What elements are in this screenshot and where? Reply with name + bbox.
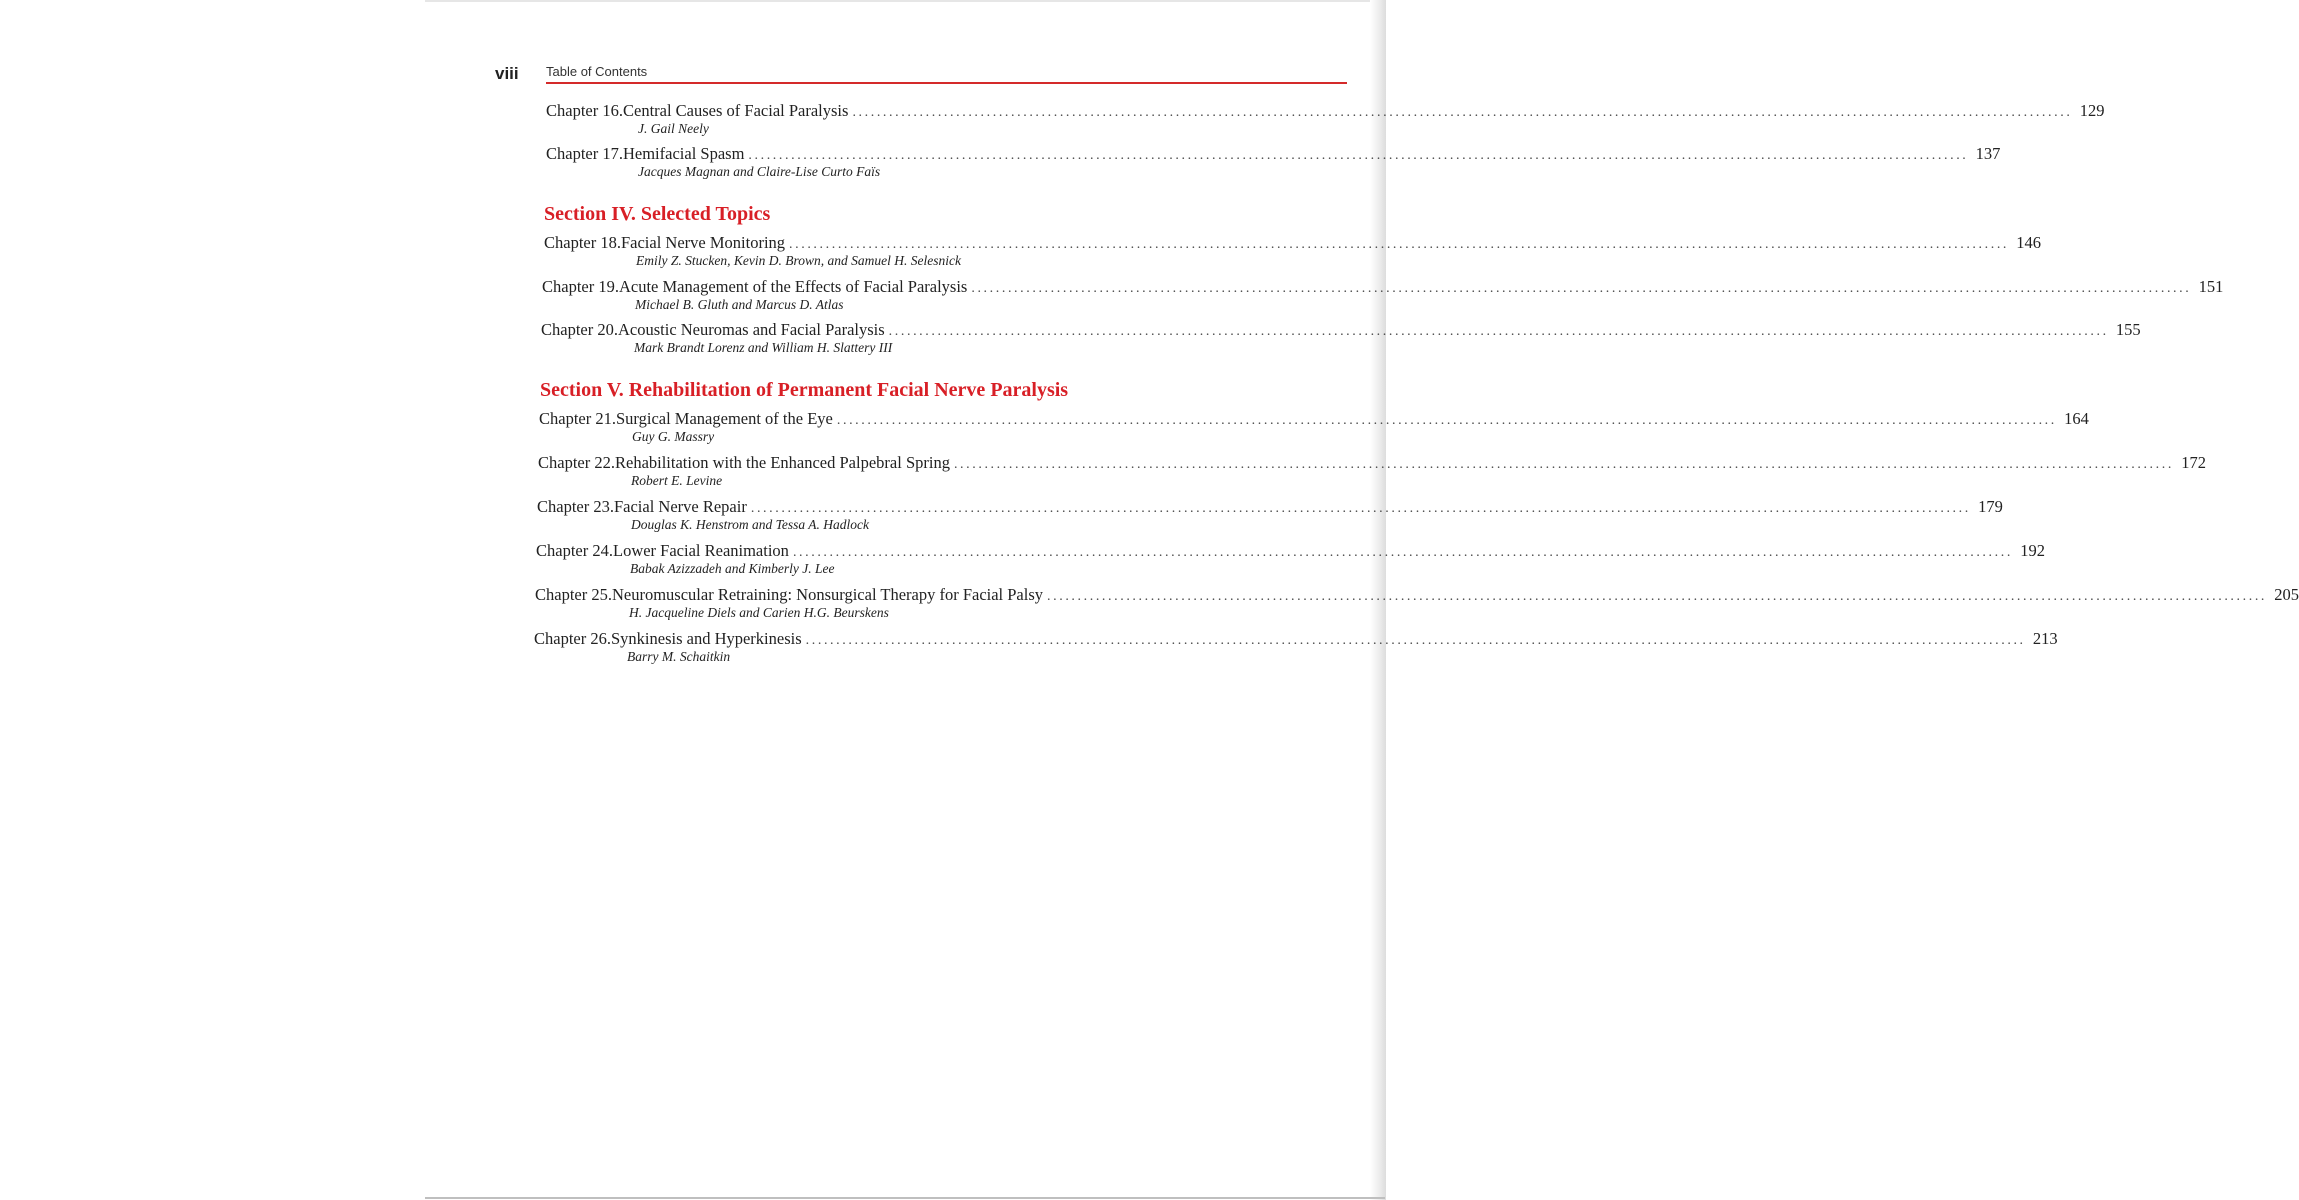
toc-entry[interactable] <box>534 629 2058 669</box>
dot-leader: ........................................................................................................................................................................................................ <box>836 413 2057 428</box>
toc-entry[interactable] <box>546 144 2001 184</box>
dot-leader: ........................................................................................................................................................................................................ <box>805 633 2026 648</box>
chapter-number: Chapter 18. <box>544 233 621 252</box>
chapter-authors: Douglas K. Henstrom and Tessa A. Hadlock <box>631 517 870 532</box>
dot-leader: ........................................................................................................................................................................................................ <box>971 281 2192 296</box>
toc-entry[interactable] <box>542 277 2224 317</box>
chapter-title: Neuromuscular Retraining: Nonsurgical Therapy for Facial Palsy <box>611 585 1044 604</box>
dot-leader: ........................................................................................................................................................................................................ <box>1047 589 2268 604</box>
toc-entry[interactable] <box>537 497 2003 537</box>
toc-entry[interactable] <box>544 233 2042 273</box>
chapter-title: Facial Nerve Monitoring <box>620 233 786 252</box>
chapter-number: Chapter 22. <box>538 453 615 472</box>
toc-entry[interactable] <box>536 541 2045 581</box>
page-number: 205 <box>2274 585 2299 604</box>
chapter-number: Chapter 21. <box>539 409 616 428</box>
page-folio: viii <box>495 64 519 83</box>
toc-entry[interactable] <box>546 101 2105 141</box>
chapter-authors: Robert E. Levine <box>631 473 723 488</box>
chapter-title: Lower Facial Reanimation <box>612 541 789 560</box>
toc-entry[interactable] <box>539 409 2089 449</box>
section-heading: Section IV. Selected Topics <box>544 203 771 225</box>
toc-entry[interactable] <box>538 453 2206 493</box>
chapter-authors: J. Gail Neely <box>638 121 709 136</box>
dot-leader: ........................................................................................................................................................................................................ <box>888 324 2109 339</box>
chapter-number: Chapter 17. <box>546 144 623 163</box>
dot-leader: ........................................................................................................................................................................................................ <box>852 105 2073 120</box>
page-number: 146 <box>2016 233 2042 252</box>
chapter-title: Acute Management of the Effects of Facial Paralysis <box>618 277 968 296</box>
chapter-authors: Mark Brandt Lorenz and William H. Slattery III <box>634 340 893 355</box>
chapter-title: Hemifacial Spasm <box>622 144 745 163</box>
page-number: 179 <box>1978 497 2003 516</box>
chapter-title: Synkinesis and Hyperkinesis <box>610 629 802 648</box>
dot-leader: ........................................................................................................................................................................................................ <box>789 237 2010 252</box>
chapter-title: Facial Nerve Repair <box>613 497 747 516</box>
chapter-title: Surgical Management of the Eye <box>615 409 833 428</box>
page-number: 213 <box>2032 629 2058 648</box>
dot-leader: ........................................................................................................................................................................................................ <box>953 457 2174 472</box>
toc-entry[interactable] <box>535 585 2299 625</box>
chapter-authors: H. Jacqueline Diels and Carien H.G. Beurskens <box>629 605 889 620</box>
page-number: 164 <box>2064 409 2089 428</box>
page-number: 137 <box>1975 144 2001 163</box>
chapter-authors: Babak Azizzadeh and Kimberly J. Lee <box>630 561 835 576</box>
chapter-number: Chapter 26. <box>534 629 611 648</box>
section-heading: Section V. Rehabilitation of Permanent Facial Nerve Paralysis <box>540 379 1069 401</box>
page-number: 172 <box>2181 453 2206 472</box>
chapter-number: Chapter 19. <box>542 277 619 296</box>
dot-leader: ........................................................................................................................................................................................................ <box>750 501 1971 516</box>
chapter-title: Acoustic Neuromas and Facial Paralysis <box>617 320 885 339</box>
chapter-title: Central Causes of Facial Paralysis <box>622 101 849 120</box>
running-head: Table of Contents <box>546 64 648 79</box>
page-number: 192 <box>2020 541 2045 560</box>
toc-entry[interactable] <box>541 320 2141 360</box>
page-number: 129 <box>2079 101 2105 120</box>
chapter-authors: Jacques Magnan and Claire-Lise Curto Faïs <box>638 164 881 179</box>
chapter-authors: Guy G. Massry <box>632 429 715 444</box>
chapter-authors: Barry M. Schaitkin <box>627 649 731 664</box>
chapter-authors: Michael B. Gluth and Marcus D. Atlas <box>635 297 844 312</box>
dot-leader: ........................................................................................................................................................................................................ <box>792 545 2013 560</box>
page-number: 155 <box>2115 320 2141 339</box>
dot-leader: ........................................................................................................................................................................................................ <box>748 148 1969 163</box>
chapter-authors: Emily Z. Stucken, Kevin D. Brown, and Samuel H. Selesnick <box>636 253 961 268</box>
page-number: 151 <box>2198 277 2224 296</box>
chapter-number: Chapter 25. <box>535 585 612 604</box>
chapter-title: Rehabilitation with the Enhanced Palpebral Spring <box>614 453 950 472</box>
chapter-number: Chapter 20. <box>541 320 618 339</box>
chapter-number: Chapter 24. <box>536 541 613 560</box>
chapter-number: Chapter 16. <box>546 101 623 120</box>
chapter-number: Chapter 23. <box>537 497 614 516</box>
